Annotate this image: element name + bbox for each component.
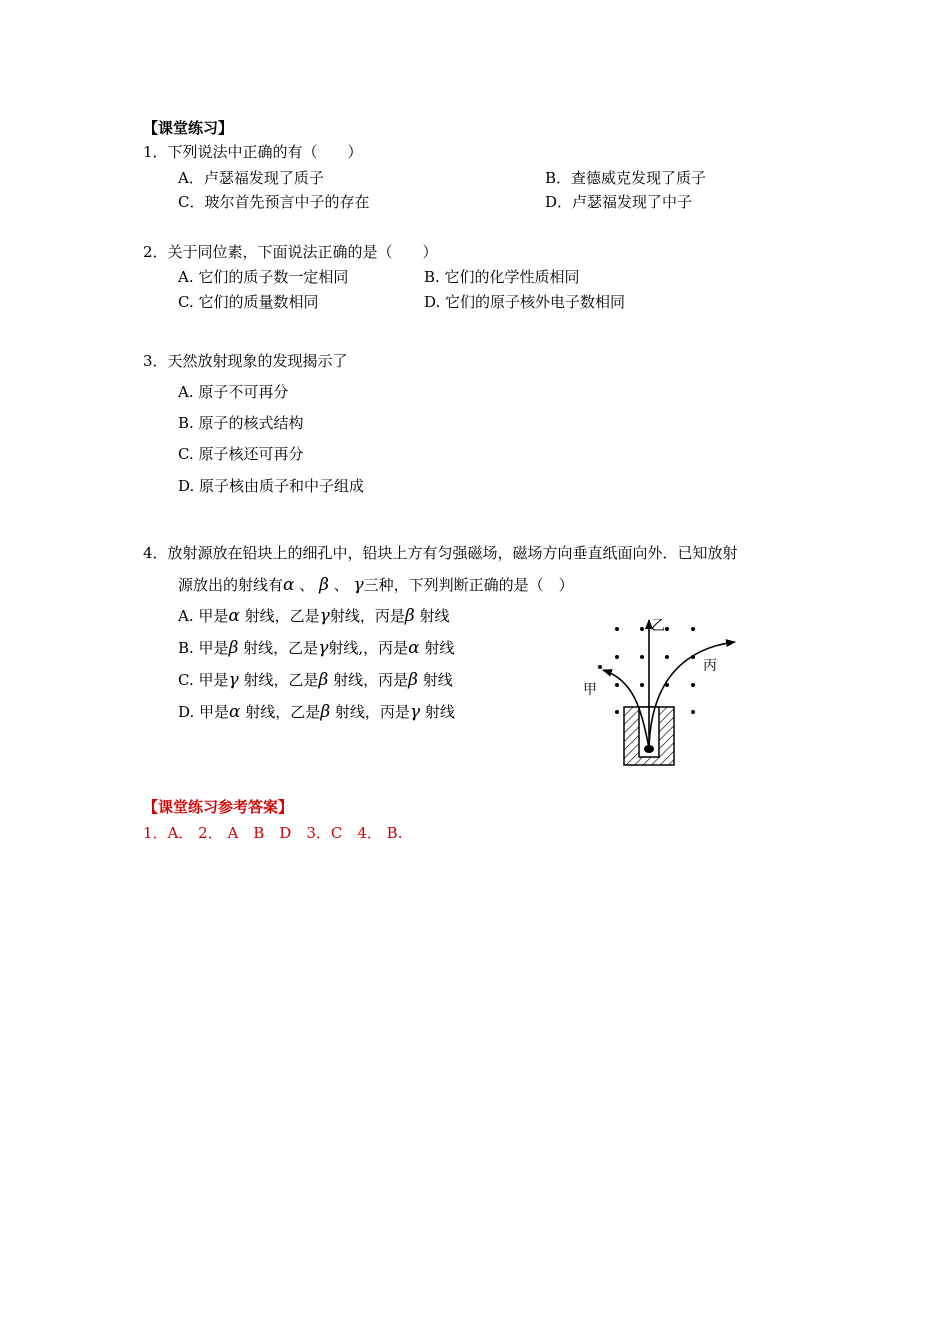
answers-text: 1．A． 2． A B D 3．C 4． B. bbox=[143, 824, 403, 842]
question-4-stem-line-2: 源放出的射线有α 、 β 、 γ三种，下列判断正确的是（ ） bbox=[178, 575, 574, 595]
question-2-option-a: A. 它们的质子数一定相同 bbox=[178, 268, 349, 286]
label-jia: 甲 bbox=[583, 682, 597, 698]
question-2-option-b: B. 它们的化学性质相同 bbox=[424, 268, 580, 286]
question-2-option-c: C. 它们的质量数相同 bbox=[178, 293, 319, 311]
radiation-diagram bbox=[575, 612, 755, 772]
question-1-option-b: B．查德威克发现了质子 bbox=[545, 169, 707, 187]
answers-title: 【课堂练习参考答案】 bbox=[143, 798, 294, 816]
question-3-option-d: D. 原子核由质子和中子组成 bbox=[178, 477, 365, 495]
label-yi: 乙 bbox=[651, 618, 665, 634]
section-title: 【课堂练习】 bbox=[143, 119, 234, 137]
question-4-option-a: A. 甲是α 射线，乙是γ射线，丙是β 射线 bbox=[178, 606, 450, 626]
question-4-option-d: D. 甲是α 射线，乙是β 射线，丙是γ 射线 bbox=[178, 702, 455, 722]
question-1-option-a: A．卢瑟福发现了质子 bbox=[178, 169, 324, 187]
question-1-stem: 1．下列说法中正确的有（ ） bbox=[143, 143, 363, 161]
question-2-stem: 2．关于同位素，下面说法正确的是（ ） bbox=[143, 243, 438, 261]
question-3-option-b: B. 原子的核式结构 bbox=[178, 414, 304, 432]
question-3-option-a: A. 原子不可再分 bbox=[178, 383, 289, 401]
question-2-option-d: D. 它们的原子核外电子数相同 bbox=[424, 293, 626, 311]
question-1-option-d: D．卢瑟福发现了中子 bbox=[545, 193, 693, 211]
question-4-stem-line-1: 4．放射源放在铅块上的细孔中，铅块上方有匀强磁场，磁场方向垂直纸面向外．已知放射 bbox=[143, 544, 738, 562]
label-bing: 丙 bbox=[703, 658, 717, 674]
magnetic-field-dots bbox=[598, 627, 695, 714]
question-3-stem: 3．天然放射现象的发现揭示了 bbox=[143, 352, 348, 370]
question-3-option-c: C. 原子核还可再分 bbox=[178, 445, 304, 463]
question-4-option-b: B. 甲是β 射线，乙是γ射线,，丙是α 射线 bbox=[178, 638, 455, 658]
question-4-option-c: C. 甲是γ 射线，乙是β 射线，丙是β 射线 bbox=[178, 670, 453, 690]
question-1-option-c: C．玻尔首先预言中子的存在 bbox=[178, 193, 370, 211]
